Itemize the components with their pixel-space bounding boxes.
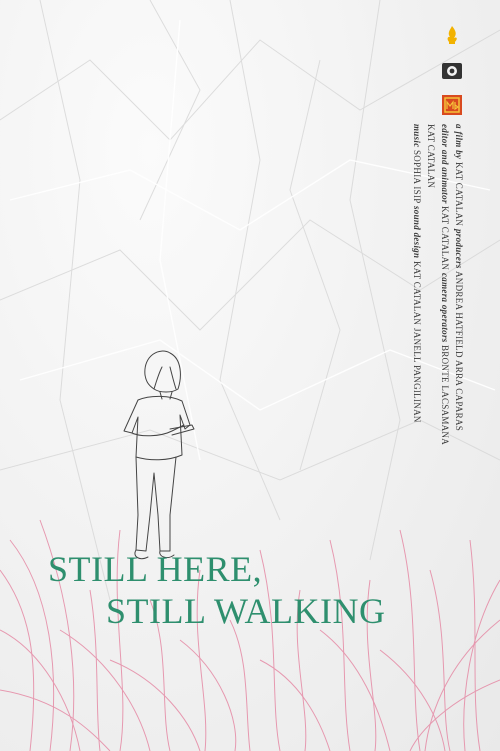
film-title-line-1: STILL HERE, <box>48 549 263 589</box>
credit-name: KAT CATALAN <box>412 261 422 326</box>
credit-name: JANELL PANGILINAN <box>412 327 422 423</box>
credit-name: ARRA CAPARAS <box>454 360 464 432</box>
film-title-line-2: STILL WALKING <box>106 591 386 631</box>
credit-role: producers <box>454 228 464 269</box>
credit-role: a film by <box>454 124 464 160</box>
mb-logo-icon <box>441 94 463 116</box>
credit-role: camera operators <box>440 273 450 343</box>
production-logo-icon <box>441 60 463 82</box>
credits-line-2 <box>424 124 452 464</box>
credit-name: SOPHIA ISIP <box>412 150 422 204</box>
festival-flame-icon <box>441 24 463 46</box>
credits-line-3 <box>410 124 424 464</box>
credit-name: ANDREA HATFIELD <box>454 270 464 358</box>
credit-name: BRONTE LACSAMANA <box>440 345 450 446</box>
credit-name: KAT CATALAN <box>454 161 464 226</box>
credit-role: editor and animator <box>440 124 450 204</box>
credit-role: sound design <box>412 206 422 259</box>
credit-role: music <box>412 124 422 148</box>
credits-block <box>412 124 466 464</box>
credit-name: KAT CATALAN <box>440 206 450 271</box>
credit-name: KAT CATALAN <box>426 124 436 189</box>
credits-line-1 <box>452 124 466 464</box>
